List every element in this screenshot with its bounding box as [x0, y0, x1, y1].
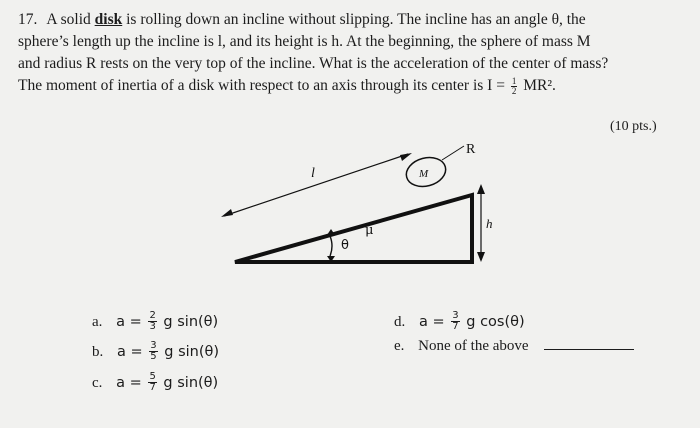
question-text-4: The moment of inertia of a disk with respect to an axis through its center is I = — [18, 77, 505, 95]
choice-a[interactable]: a. a = $\frac{2}{3}$ g sin(θ) — [92, 310, 219, 332]
angle-arc — [330, 236, 332, 256]
length-arrow-head-left — [221, 209, 233, 217]
length-arrow-line — [224, 154, 408, 216]
length-arrow-head-right — [400, 153, 412, 161]
one-half-fraction: $\frac{1}{2}$ — [511, 76, 517, 96]
height-arrow-head-top — [477, 184, 485, 194]
radius-pointer — [442, 146, 464, 160]
height-arrow-head-bottom — [477, 252, 485, 262]
choice-b[interactable]: b. a = $\frac{3}{5}$ g sin(θ) — [92, 340, 220, 362]
choice-e[interactable]: e. None of the above — [394, 338, 634, 355]
question-number: 17. — [18, 11, 38, 28]
label-h: h — [486, 216, 493, 231]
label-mu: μ — [365, 223, 374, 238]
question-text-1a: A solid — [46, 11, 91, 28]
incline-triangle — [235, 195, 472, 262]
label-R: R — [466, 142, 476, 157]
question-text-1b: is rolling down an incline without slipping. The incline has an angle θ, the — [126, 11, 586, 28]
choice-c[interactable]: c. a = $\frac{5}{7}$ g sin(θ) — [92, 371, 219, 393]
question-line-3: and radius R rests on the very top of the incline. What is the acceleration of the center of mass? — [18, 55, 609, 72]
label-l: l — [311, 166, 315, 181]
choice-d[interactable]: d. a = $\frac{3}{7}$ g cos(θ) — [394, 310, 525, 332]
disk-word: disk — [94, 11, 123, 28]
label-theta: θ — [341, 238, 349, 253]
question-line-2: sphere’s length up the incline is l, and its height is h. At the beginning, the sphere of mass M — [18, 33, 591, 50]
label-M: M — [419, 168, 429, 180]
answer-blank[interactable] — [544, 349, 634, 350]
question-text-4-end: MR². — [523, 77, 556, 95]
points-label: (10 pts.) — [610, 119, 657, 134]
